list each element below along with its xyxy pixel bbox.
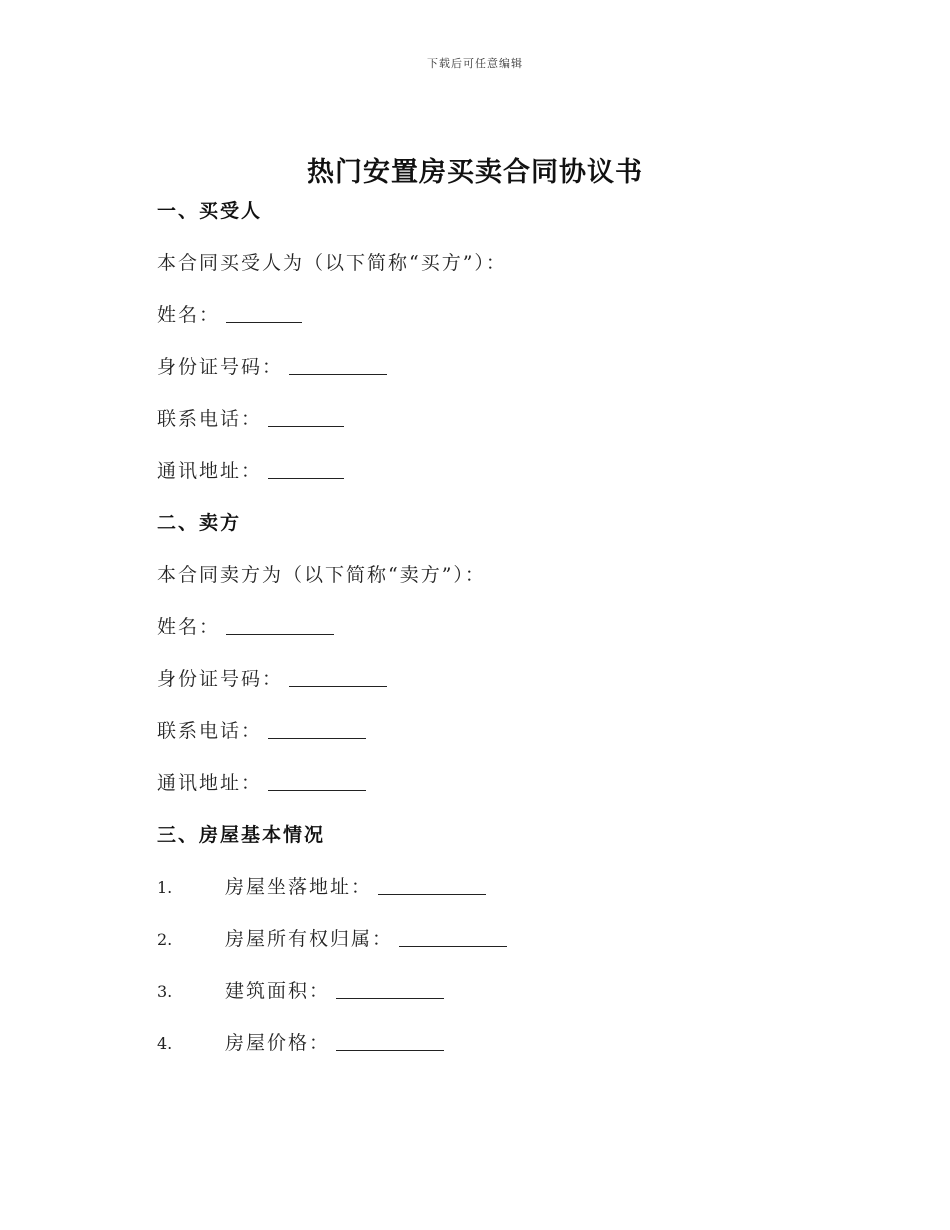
buyer-name-row [157,302,837,354]
seller-phone-blank[interactable] [268,720,366,739]
seller-address-blank[interactable] [268,772,366,791]
house-item-row [157,978,837,1030]
house-item-label: 房屋坐落地址： [225,876,373,898]
seller-name-blank[interactable] [226,616,334,635]
house-item-number: 3. [157,982,173,1001]
buyer-id-row [157,354,837,406]
buyer-heading: 一、买受人 [157,200,263,222]
seller-name-row [157,614,837,666]
buyer-address-blank[interactable] [268,460,344,479]
house-address-blank[interactable] [378,876,486,895]
buyer-intro: 本合同买受人为（以下简称“买方”）： [157,252,507,274]
seller-address-row [157,770,837,822]
buyer-name-label: 姓名： [157,304,221,326]
house-item-row [157,1030,837,1082]
seller-id-row [157,666,837,718]
buyer-id-blank[interactable] [289,356,387,375]
house-item-row [157,874,837,926]
house-item-number: 4. [157,1034,173,1053]
buyer-name-blank[interactable] [226,304,302,323]
house-item-label: 建筑面积： [225,980,331,1002]
buyer-address-label: 通讯地址： [157,460,263,482]
seller-phone-label: 联系电话： [157,720,263,742]
buyer-id-label: 身份证号码： [157,356,284,378]
seller-name-label: 姓名： [157,616,221,638]
seller-address-label: 通讯地址： [157,772,263,794]
house-item-label: 房屋价格： [225,1032,331,1054]
house-item-label: 房屋所有权归属： [225,928,394,950]
seller-id-label: 身份证号码： [157,668,284,690]
house-area-blank[interactable] [336,980,444,999]
header-note: 下载后可任意编辑 [427,57,523,70]
house-price-blank[interactable] [336,1032,444,1051]
house-heading: 三、房屋基本情况 [157,824,326,846]
buyer-phone-row [157,406,837,458]
seller-phone-row [157,718,837,770]
buyer-address-row [157,458,837,510]
house-item-row [157,926,837,978]
seller-intro: 本合同卖方为（以下简称“卖方”）： [157,564,486,586]
house-item-number: 1. [157,878,173,897]
house-item-number: 2. [157,930,173,949]
buyer-phone-label: 联系电话： [157,408,263,430]
document-body [157,198,837,1082]
document-title: 热门安置房买卖合同协议书 [307,157,643,188]
house-ownership-blank[interactable] [399,928,507,947]
seller-heading: 二、卖方 [157,512,242,534]
seller-id-blank[interactable] [289,668,387,687]
buyer-phone-blank[interactable] [268,408,344,427]
